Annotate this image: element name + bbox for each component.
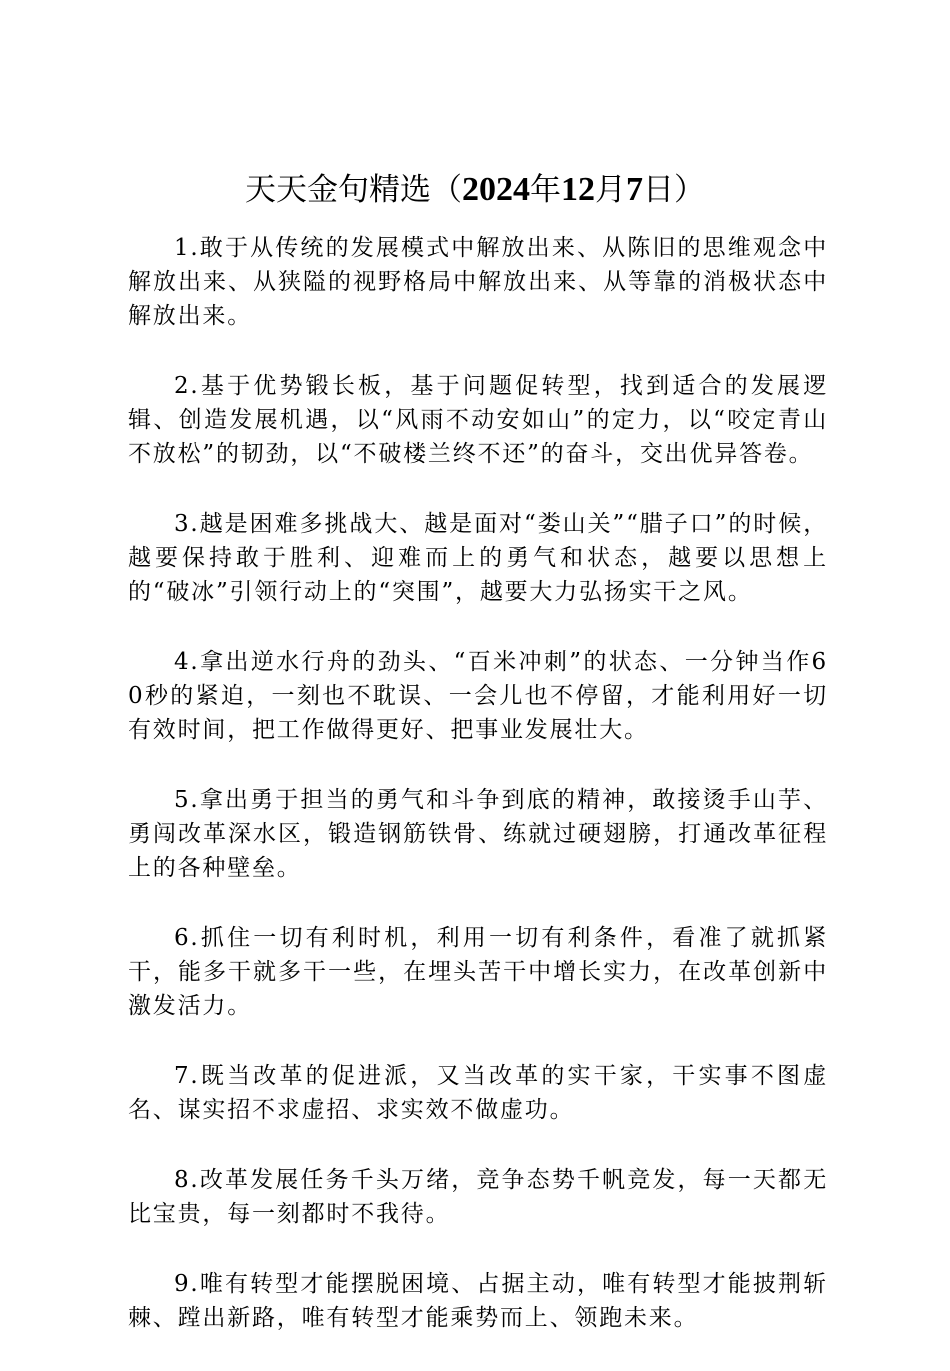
title-year: 2024 [462, 171, 530, 208]
quote-paragraph-4: 4.拿出逆水行舟的劲头、“百米冲刺”的状态、一分钟当作60秒的紧迫，一刻也不耽误、一会儿也不停留，才能利用好一切有效时间，把工作做得更好、把事业发展壮大。 [128, 649, 828, 743]
title-suffix: 日） [643, 172, 705, 208]
quote-paragraph-2: 2.基于优势锻长板，基于问题促转型，找到适合的发展逻辑、创造发展机遇，以“风雨不动安如山”的定力，以“咬定青山不放松”的韧劲，以“不破楼兰终不还”的奋斗，交出优异答卷。 [128, 373, 828, 467]
page-title [0, 168, 950, 212]
quote-paragraph-3: 3.越是困难多挑战大、越是面对“娄山关”“腊子口”的时候，越要保持敢于胜利、迎难而上的勇气和状态，越要以思想上的“破冰”引领行动上的“突围”，越要大力弘扬实干之风。 [128, 511, 828, 605]
quote-list [128, 231, 828, 1371]
quote-paragraph-1: 1.敢于从传统的发展模式中解放出来、从陈旧的思维观念中解放出来、从狭隘的视野格局中解放出来、从等靠的消极状态中解放出来。 [128, 235, 828, 329]
quote-paragraph-8: 8.改革发展任务千头万绪，竞争态势千帆竞发，每一天都无比宝贵，每一刻都时不我待。 [128, 1167, 828, 1227]
title-month-suffix: 月 [595, 172, 626, 208]
title-month: 12 [561, 171, 595, 208]
title-prefix: 天天金句精选（ [245, 172, 462, 208]
title-year-suffix: 年 [530, 172, 561, 208]
title-day: 7 [626, 171, 643, 208]
quote-paragraph-9: 9.唯有转型才能摆脱困境、占据主动，唯有转型才能披荆斩棘、蹚出新路，唯有转型才能乘势而上、领跑未来。 [128, 1271, 828, 1331]
quote-paragraph-6: 6.抓住一切有利时机，利用一切有利条件，看准了就抓紧干，能多干就多干一些，在埋头苦干中增长实力，在改革创新中激发活力。 [128, 925, 828, 1019]
quote-paragraph-7: 7.既当改革的促进派，又当改革的实干家，干实事不图虚名、谋实招不求虚招、求实效不做虚功。 [128, 1063, 828, 1123]
quote-paragraph-5: 5.拿出勇于担当的勇气和斗争到底的精神，敢接烫手山芋、勇闯改革深水区，锻造钢筋铁骨、练就过硬翅膀，打通改革征程上的各种壁垒。 [128, 787, 828, 881]
